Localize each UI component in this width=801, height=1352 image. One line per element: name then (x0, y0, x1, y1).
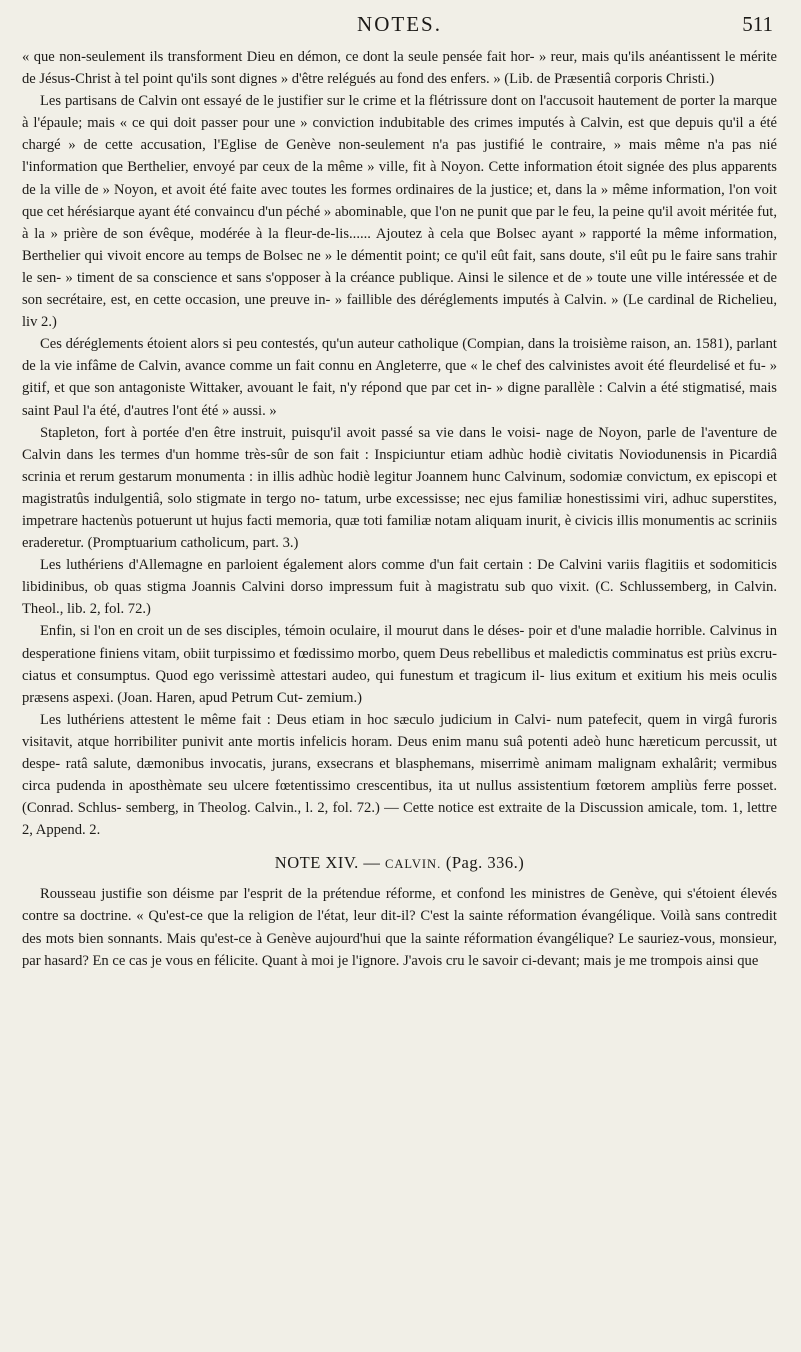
paragraph-stapleton: Stapleton, fort à portée d'en être instruit, puisqu'il avoit passé sa vie dans le voisi- nage de Noyon, parle de l'aventure de Calvin dans les termes d'un homme très-sûr de son fait : Inspiciuntur etiam adhùc hodiè civitatis Noviodunensis in Picardiâ scrinia et rerum gestarum monumenta : in illis adhùc hodiè legitur Joannem hunc Calvinum, sodomiæ convictum, ex episcopi et magistratûs indulgentiâ, solo stigmate in tergo no- tatum, urbe excessisse; nec ejus familiæ honestissimi viri, adhuc superstites, impetrare hactenùs potuerunt ut hujus facti memoria, quæ toti familiæ notam aliquam inurit, è civicis illis monumentis ac scriniis eraderetur. (Promptuarium catholicum, part. 3.) (22, 424, 777, 552)
paragraph-lutherans-germany: Les luthériens d'Allemagne en parloient également alors comme d'un fait certain : De Calvini variis flagitiis et sodomiticis libidinibus, ob quas stigma Joannis Calvini dorso impressum fuit à magistratu sub quo vixit. (C. Schlussemberg, in Calvin. Theol., lib. 2, fol. 72.) (22, 557, 777, 618)
paragraph-compian: Ces déréglements étoient alors si peu contestés, qu'un auteur catholique (Compian, dans la troisième raison, an. 1581), parlant de la vie infâme de Calvin, avance comme un fait connu en Angleterre, que « le chef des calvinistes avoit été fleurdelisé et fu- » gitif, et que son antagoniste Wittaker, avouant le fait, n'y répond que par cet in- » digne parallèle : Calvin a été stigmatisé, mais saint Paul l'a été, d'autres l'ont été » aussi. » (22, 336, 777, 419)
note-heading (22, 853, 777, 873)
page-number: 511 (742, 12, 773, 36)
paragraph-rousseau: Rousseau justifie son déisme par l'esprit de la prétendue réforme, et confond les ministres de Genève, qui s'étoient élevés contre sa doctrine. « Qu'est-ce que la religion de l'état, leur dit-il? C'est la sainte réformation évangélique. Voilà sans contredit des mots bien sonnants. Mais qu'est-ce à Genève aujourd'hui que la sainte réformation évangélique? Le sauriez-vous, monsieur, par hasard? En ce cas je vous en félicite. Quant à moi je l'ignore. J'avois cru le savoir ci-devant; mais je me trompois ainsi que (22, 886, 777, 969)
paragraph-berthelier-information: Les partisans de Calvin ont essayé de le justifier sur le crime et la flétrissure dont on l'accusoit hautement de porter la marque à l'épaule; mais « ce qui doit passer pour une » conviction indubitable des crimes imputés à Calvin, est que depuis qu'il a été chargé » de cette accusation, l'Eglise de Genève non-seulement n'a pas justifié le contraire, » mais même n'a pas nié l'information que Berthelier, envoyé par ceux de la même » ville, fit à Noyon. Cette information étoit signée des plus apparents de la ville de » Noyon, et avoit été faite avec toutes les formes ordinaires de la justice; et, dans la » même information, l'on voit que cet hérésiarque ayant été convaincu d'un péché » abominable, que l'on ne punit que par le feu, la peine qu'il avoit méritée fut, à la » prière de son évêque, modérée à la fleur-de-lis...... Ajoutez à cela que Bolsec ayant » rapporté la même information, Berthelier qui vivoit encore au temps de Bolsec ne » le démentit point; ce qu'il eût fait, sans doute, s'il eût pu le faire sans trahir le sen- » timent de sa conscience et sans s'opposer à la créance publique. Ainsi le silence et de » toute une ville intéressée et de son secrétaire, est, en cette occasion, une preuve in- » faillible des déréglements imputés à Calvin. » (Le cardinal de Richelieu, liv 2.) (22, 93, 777, 331)
page-header (22, 10, 777, 46)
note-heading-name: CALVIN. (385, 857, 442, 872)
running-title: NOTES. (357, 12, 442, 36)
note-heading-ref: (Pag. 336.) (441, 853, 525, 873)
paragraph-lutherans-attest: Les luthériens attestent le même fait : Deus etiam in hoc sæculo judicium in Calvi- num patefecit, quem in virgâ furoris visitavit, atque horribiliter punivit ante mortis infelicis horam. Deus enim manu suâ potenti adeò hunc hæreticum percussit, ut despe- ratâ salute, dæmonibus invocatis, jurans, exsecrans et blasphemans, miserrimè animam malignam exhalârit; vermibus circa pudenda in aposthèmate seu ulcere fœtentissimo crescentibus, ita ut nullus assistentium fœtorem ampliùs ferre posset. (Conrad. Schlus- semberg, in Theolog. Calvin., l. 2, fol. 72.) — Cette notice est extraite de la Discussion amicale, tom. 1, lettre 2, Append. 2. (22, 711, 777, 839)
body-text (22, 46, 777, 972)
note-heading-prefix: NOTE XIV. — (274, 853, 385, 873)
paragraph-quote-continuation: « que non-seulement ils transforment Dieu en démon, ce dont la seule pensée fait hor- » reur, mais qu'ils anéantissent le mérite de Jésus-Christ à tel point qu'ils sont dignes » d'être relégués au fond des enfers. » (Lib. de Præsentiâ corporis Christi.) (22, 49, 777, 88)
paragraph-death-account: Enfin, si l'on en croit un de ses disciples, témoin oculaire, il mourut dans le déses- poir et d'une maladie horrible. Calvinus in desperatione finiens vitam, obiit turpissimo et fœdissimo morbo, quem Deus rebellibus et maledictis comminatus est priùs excru- ciatus et consumptus. Quod ego verissimè attestari audeo, qui funestum et tragicum il- lius exitum et exitium his meis oculis præsens aspexi. (Joan. Haren, apud Petrum Cut- zemium.) (22, 623, 777, 706)
